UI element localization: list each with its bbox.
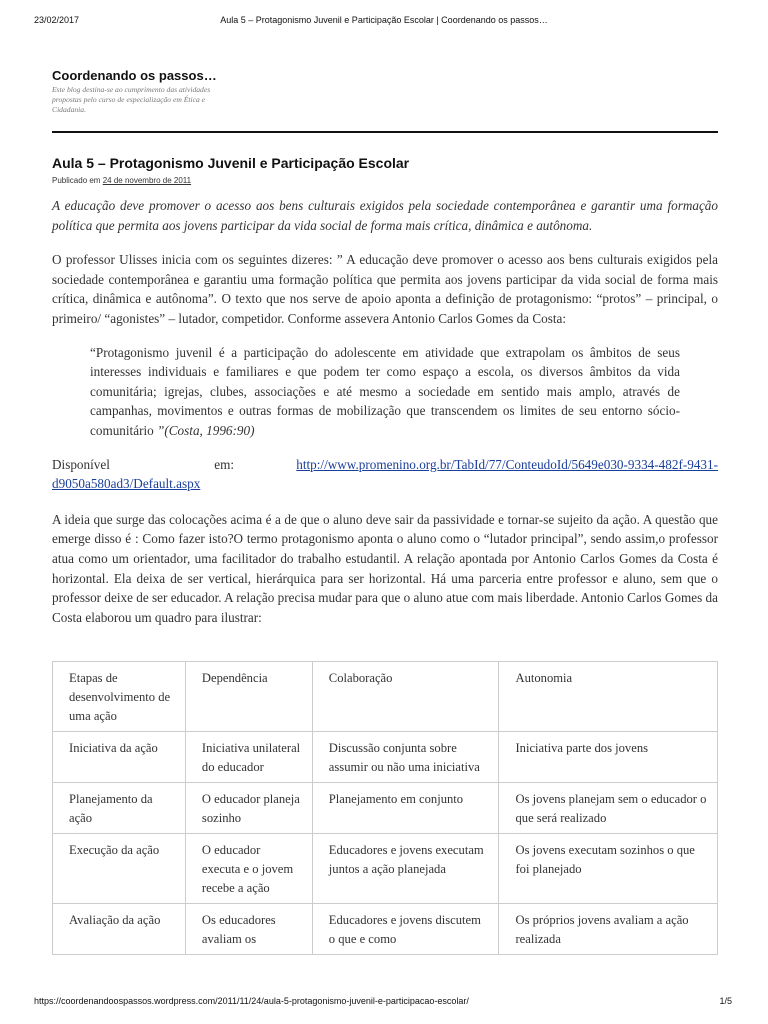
table-cell: Execução da ação <box>53 834 186 904</box>
table-cell: Os jovens planejam sem o educador o que será realizado <box>499 783 718 834</box>
body-paragraph: A ideia que surge das colocações acima é a de que o aluno deve sair da passividade e tornar-se sujeito da ação. A questão que emerge disso é : Como fazer isto?O termo protagonismo aponta o aluno como o “lutador principal”, sendo assim,o professor atua como um orientador, uma facilitador do trabalho estudantil. A relação apontada por Antonio Carlos Gomes da Costa é horizontal. Ela deixa de ser vertical, hierárquica para ser horizontal. Há uma parceria entre professor e aluno, sem que o professor deixe de ser educador. A relação precisa mudar para que o aluno atue com mais liberdade. Antonio Carlos Gomes da Costa elaborou um quadro para ilustrar: <box>52 511 718 625</box>
table-row <box>53 904 718 955</box>
table-cell: Discussão conjunta sobre assumir ou não uma iniciativa <box>312 732 499 783</box>
post-meta-prefix: Publicado em <box>52 176 101 185</box>
table-cell: Educadores e jovens executam juntos a ação planejada <box>312 834 499 904</box>
source-line <box>52 455 718 494</box>
table-cell: Os jovens executam sozinhos o que foi planejado <box>499 834 718 904</box>
table-cell: Planejamento em conjunto <box>312 783 499 834</box>
post-content <box>52 196 718 627</box>
table-cell: Colaboração <box>312 662 499 732</box>
table-cell: Iniciativa parte dos jovens <box>499 732 718 783</box>
table-cell: Iniciativa unilateral do educador <box>185 732 312 783</box>
table-cell: O educador planeja sozinho <box>185 783 312 834</box>
print-date: 23/02/2017 <box>34 15 80 25</box>
lead-paragraph: A educação deve promover o acesso aos bens culturais exigidos pela sociedade contemporânea e garantir uma formação política que permita aos jovens participar da vida social de forma mais crítica, dinâmica e autônoma. <box>52 198 718 233</box>
table-cell: Os próprios jovens avaliam a ação realizada <box>499 904 718 955</box>
table-cell: Iniciativa da ação <box>53 732 186 783</box>
table-cell: Avaliação da ação <box>53 904 186 955</box>
table-cell: Planejamento da ação <box>53 783 186 834</box>
print-url: https://coordenandoospassos.wordpress.com/2011/11/24/aula-5-protagonismo-juvenil-e-participacao-escolar/ <box>34 996 469 1006</box>
quote-citation: ”(Costa, 1996:90) <box>157 422 255 438</box>
table-row <box>53 662 718 732</box>
print-page-title: Aula 5 – Protagonismo Juvenil e Participação Escolar | Coordenando os passos… <box>220 15 548 25</box>
source-link[interactable]: http://www.promenino.org.br/TabId/77/ConteudoId/5649e030-9334-482f-9431-d9050a580ad3/Default.aspx <box>52 456 718 492</box>
table-cell: Os educadores avaliam os <box>185 904 312 955</box>
post-date-link[interactable]: 24 de novembro de 2011 <box>102 176 192 185</box>
post-title: Aula 5 – Protagonismo Juvenil e Participação Escolar <box>52 155 410 171</box>
table-cell: Autonomia <box>499 662 718 732</box>
site-title[interactable]: Coordenando os passos… <box>52 68 217 83</box>
site-description: Este blog destina-se ao cumprimento das atividades propostas pelo curso de especialização em Ética e Cidadania. <box>52 85 211 114</box>
table-cell: Educadores e jovens discutem o que e como <box>312 904 499 955</box>
available-em: em: <box>214 456 234 472</box>
table-row <box>53 783 718 834</box>
table-row <box>53 732 718 783</box>
stages-table <box>52 661 718 955</box>
table-cell: O educador executa e o jovem recebe a ação <box>185 834 312 904</box>
quote-text: “Protagonismo juvenil é a participação do adolescente em atividade que extrapolam os âmbitos de seus interesses individuais e familiares e que podem ter como espaço a escola, os diversos âmbitos da vida comunitária; igrejas, clubes, associações e até mesmo a sociedade em sentido mais amplo, através de campanhas, movimentos e outras formas de mobilização que transcendem os limites de seu entorno sócio- comunitário <box>90 344 680 438</box>
blockquote <box>90 343 680 441</box>
available-label: Disponível <box>52 456 110 472</box>
stages-table-container <box>52 661 718 979</box>
print-header <box>0 15 768 29</box>
table-cell: Etapas de desenvolvimento de uma ação <box>53 662 186 732</box>
print-page-number: 1/5 <box>719 996 732 1006</box>
table-row <box>53 834 718 904</box>
header-divider <box>52 131 718 133</box>
post-meta <box>52 176 191 185</box>
intro-paragraph: O professor Ulisses inicia com os seguintes dizeres: ” A educação deve promover o acesso aos bens culturais exigidos pela sociedade contemporânea e garantiu uma formação política que permita aos jovens participar da vida social de forma mais crítica, dinâmica e autônoma”. O texto que nos serve de apoio aponta a definição de protagonismo: “protos” – principal, o primeiro/ “agonistes” – lutador, competidor. Conforme assevera Antonio Carlos Gomes da Costa: <box>52 252 718 326</box>
table-cell: Dependência <box>185 662 312 732</box>
print-footer <box>0 996 768 1010</box>
